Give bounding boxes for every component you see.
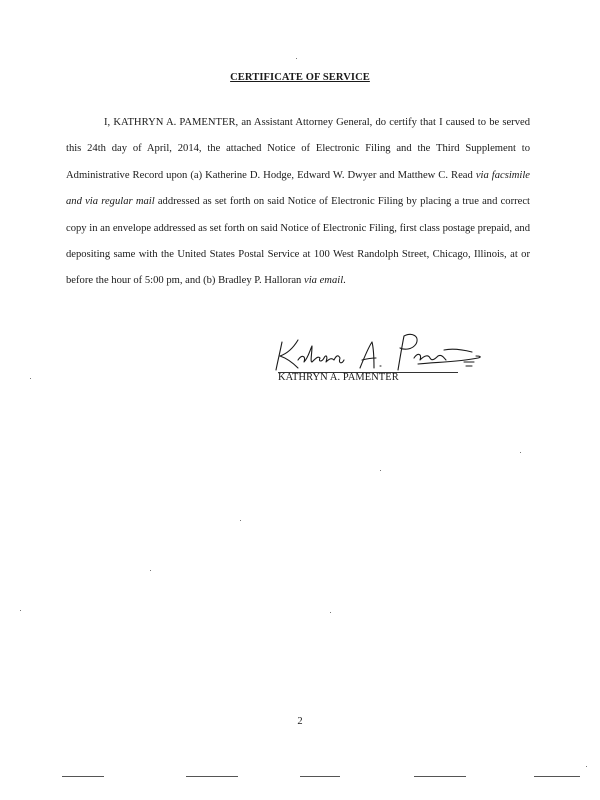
service-method-email: via email	[304, 275, 344, 287]
page-number: 2	[297, 716, 303, 727]
footer-rule	[186, 776, 238, 777]
footer-rule	[414, 776, 466, 777]
handwritten-signature	[268, 328, 488, 376]
signer-name: KATHRYN A. PAMENTER	[278, 372, 399, 383]
footer-rule	[62, 776, 104, 777]
body-text-part-1: I, KATHRYN A. PAMENTER, an Assistant Attorney General, do certify that I caused to be served this 24th day of April, 2014, the attached Notice of Electronic Filing and the Third Supplement to Administrative Record upon (a) Katherine D. Hodge, Edward W. Dwyer and Matthew C. Read	[66, 117, 530, 181]
signature-block	[268, 328, 488, 388]
footer-rule	[300, 776, 340, 777]
certificate-body	[66, 110, 530, 295]
body-text-part-3: .	[343, 275, 346, 287]
footer-rule	[534, 776, 580, 777]
document-title: CERTIFICATE OF SERVICE	[230, 72, 370, 83]
service-method-fax-mail: via facsimile and via regular mail	[66, 169, 531, 208]
body-text-part-2: addressed as set forth on said Notice of Electronic Filing by placing a true and correct copy in an envelope addressed as set forth on said Notice of Electronic Filing, first class postage prepaid, and depositing same with the United States Postal Service at 100 West Randolph Street, Chicago, Illinois, at or before the hour of 5:00 pm, and (b) Bradley P. Halloran	[66, 196, 530, 287]
